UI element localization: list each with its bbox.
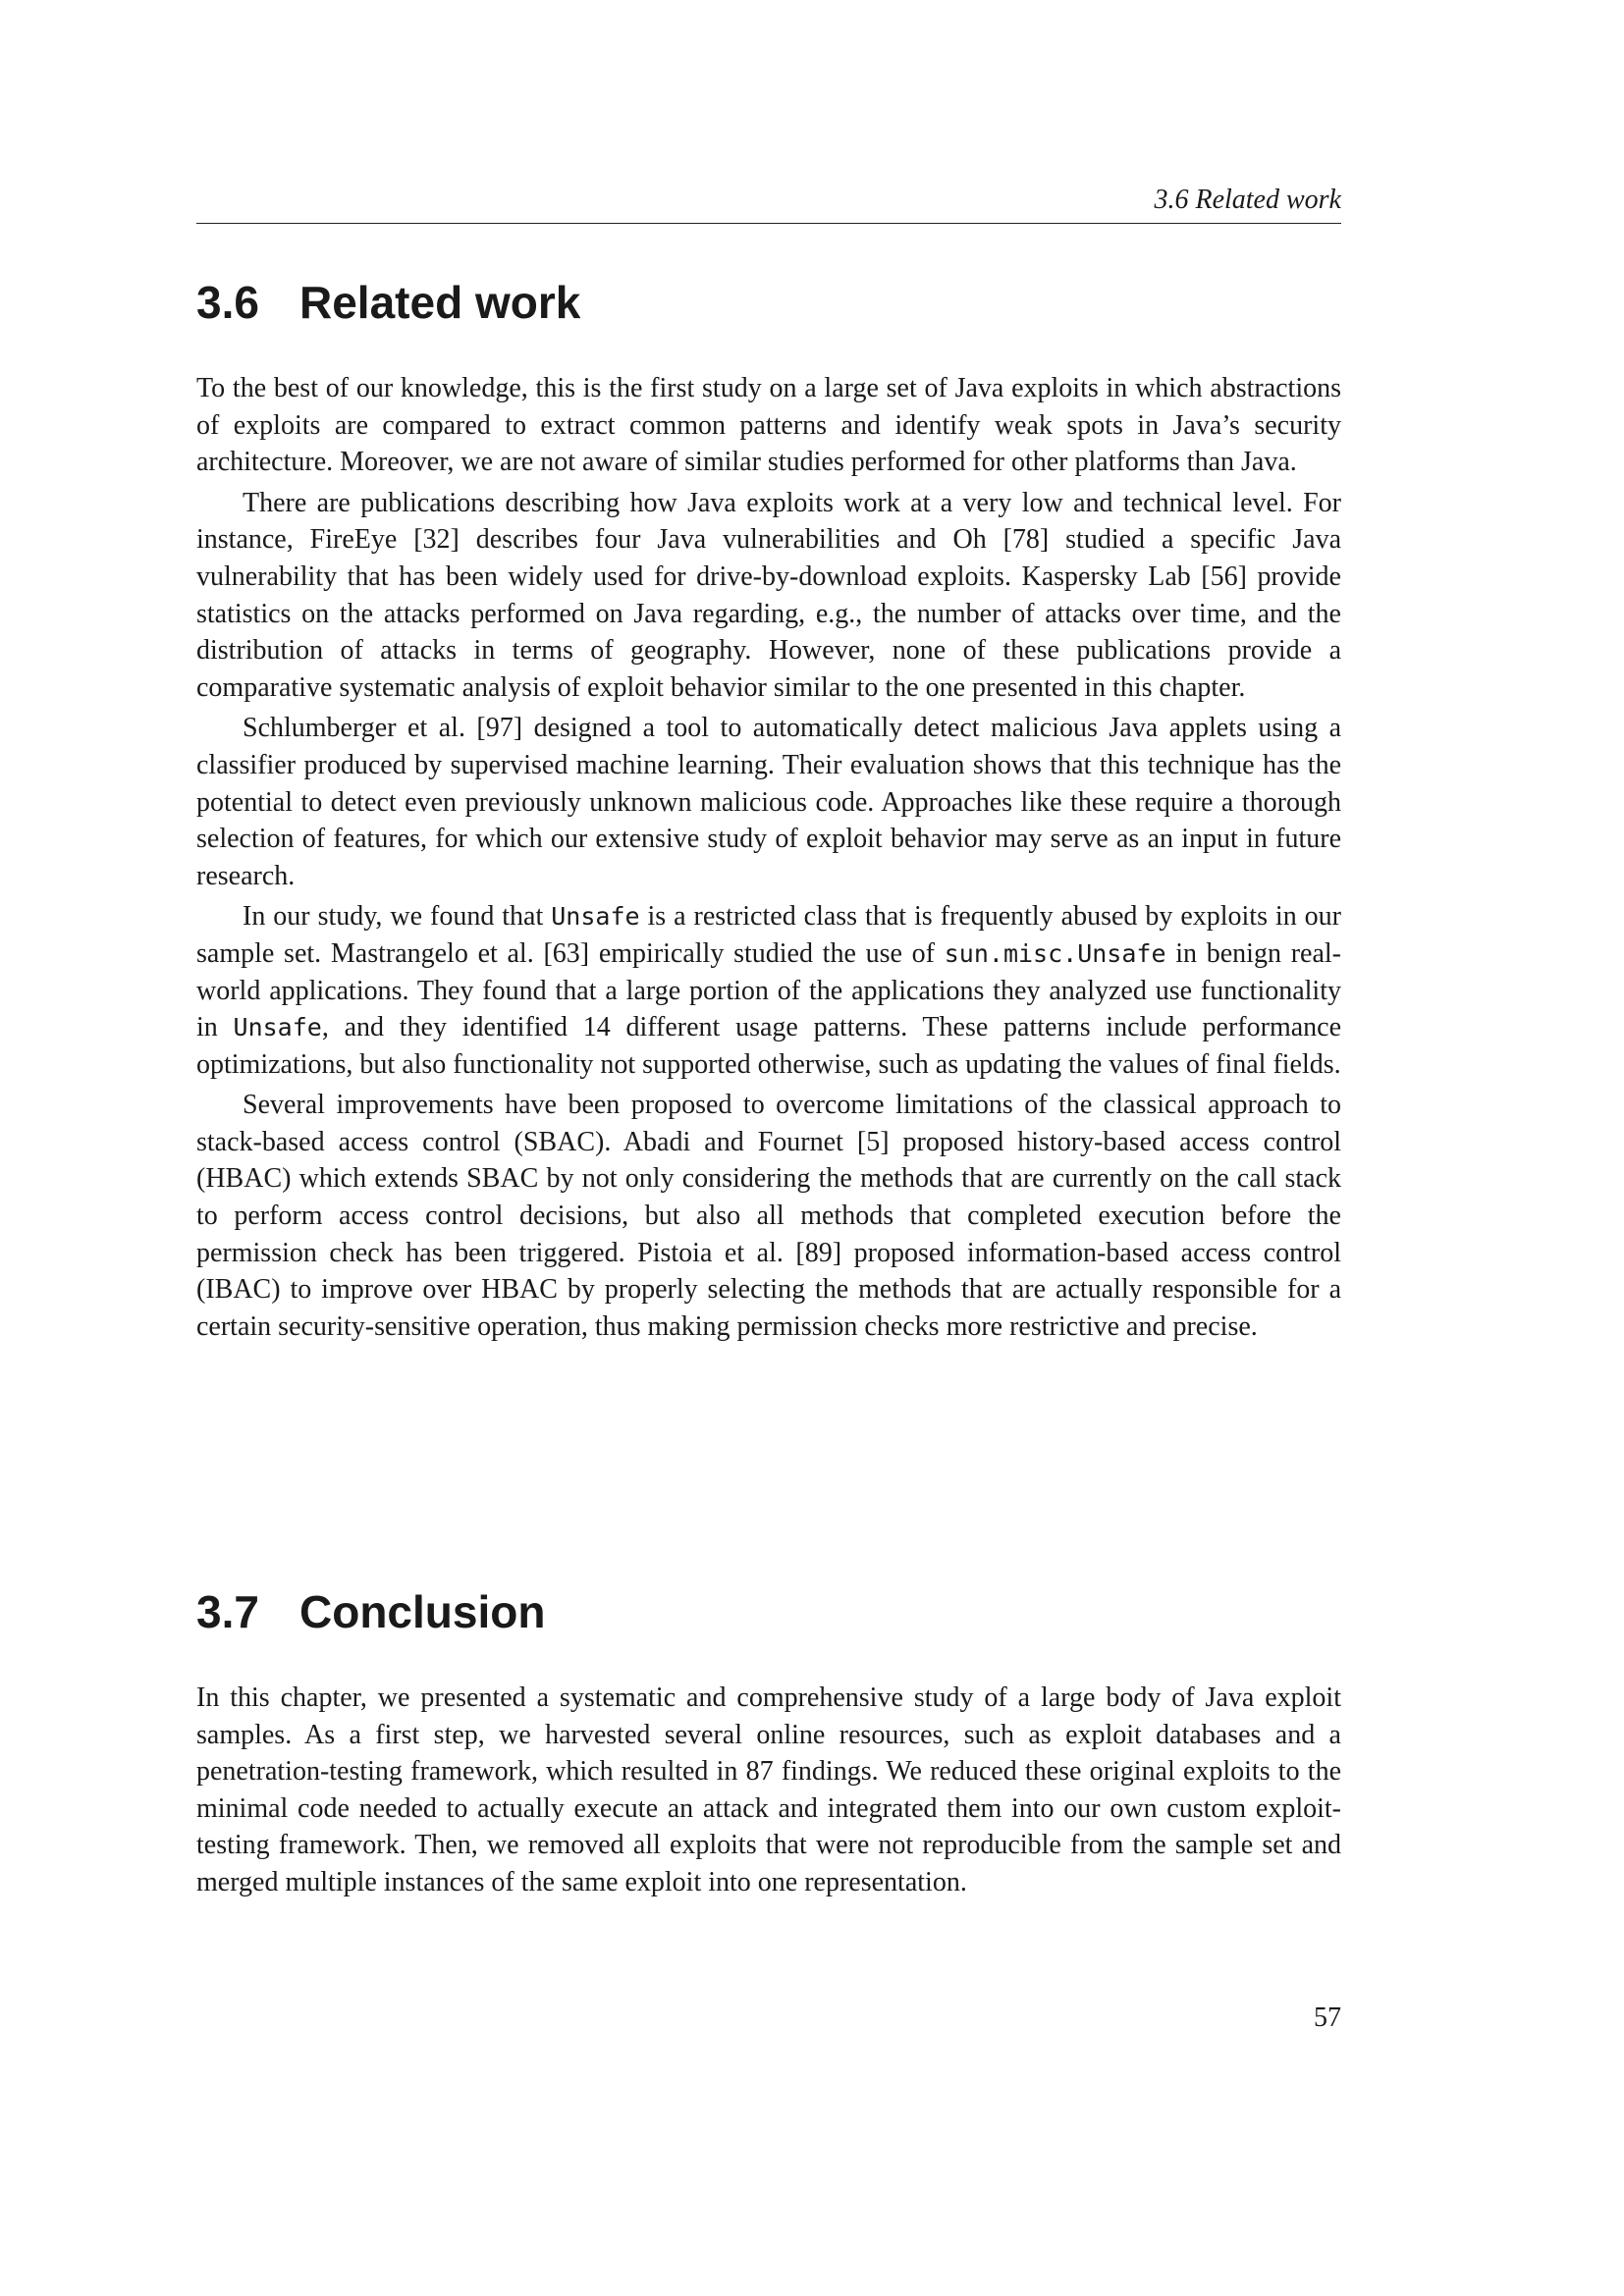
text-run: , and they identified 14 different usage patterns. These patterns include performance optimizations, but also functionality not supported otherwise, such as updating the values of final fields. <box>196 1012 1342 1080</box>
paragraph: In this chapter, we presented a systematic and comprehensive study of a large body of Java exploit samples. As a first step, we harvested several online resources, such as exploit databases and a penetration-testing framework, which resulted in 87 findings. We reduced these original exploits to the minimal code needed to actually execute an attack and integrated them into our own custom exploit-testing framework. Then, we removed all exploits that were not reproducible from the sample set and merged multiple instances of the same exploit into one representation. <box>196 1682 1341 1897</box>
section-title: Related work <box>299 277 581 328</box>
running-header: 3.6 Related work <box>1154 185 1341 215</box>
conclusion-body <box>196 1680 1341 1905</box>
inline-code: Unsafe <box>551 902 640 932</box>
section-heading-conclusion <box>196 1584 545 1639</box>
paragraph: Schlumberger et al. [97] designed a tool to automatically detect malicious Java applets using a classifier produced by supervised machine learning. Their evaluation shows that this technique has the potential to detect even previously unknown malicious code. Approaches like these require a thorough selection of features, for which our extensive study of exploit behavior may serve as an input in future research. <box>196 713 1341 891</box>
related-work-body <box>196 370 1341 1349</box>
section-number: 3.7 <box>196 1586 259 1637</box>
paragraph: To the best of our knowledge, this is the first study on a large set of Java exploits in which abstractions of exploits are compared to extract common patterns and identify weak spots in Java’s security architecture. Moreover, we are not aware of similar studies performed for other platforms than Java. <box>196 373 1341 478</box>
paragraph: There are publications describing how Java exploits work at a very low and technical level. For instance, FireEye [32] describes four Java vulnerabilities and Oh [78] studied a specific Java vulnerability that has been widely used for drive-by-download exploits. Kaspersky Lab [56] provide statistics on the attacks performed on Java regarding, e.g., the number of attacks over time, and the distribution of attacks in terms of geography. However, none of these publications provide a comparative systematic analysis of exploit behavior similar to the one presented in this chapter. <box>196 487 1341 703</box>
text-run: In our study, we found that <box>243 901 552 933</box>
paragraph: Several improvements have been proposed to overcome limitations of the classical approach to stack-based access control (SBAC). Abadi and Fournet [5] proposed history-based access control (HBAC) which extends SBAC by not only considering the methods that are currently on the call stack to perform access control decisions, but also all methods that completed execution before the permission check has been triggered. Pistoia et al. [89] proposed information-based access control (IBAC) to improve over HBAC by properly selecting the methods that are actually responsible for a certain security-sensitive operation, thus making permission checks more restrictive and precise. <box>196 1090 1341 1342</box>
section-number: 3.6 <box>196 277 259 328</box>
text-run: in benign real-world applications. They found that a large portion of the applications they analyzed use functionality in <box>196 937 1341 1043</box>
section-heading-related-work <box>196 275 580 330</box>
header-rule <box>196 223 1341 224</box>
inline-code: Unsafe <box>233 1013 322 1042</box>
page-number: 57 <box>1314 2002 1341 2033</box>
text-run: is a restricted class that is frequently abused by exploits in our sample set. Mastrangelo et al. [63] empirically studied the use of <box>196 901 1341 969</box>
paragraph <box>196 898 1341 1083</box>
section-title: Conclusion <box>299 1586 546 1637</box>
inline-code: sun.misc.Unsafe <box>944 938 1166 968</box>
